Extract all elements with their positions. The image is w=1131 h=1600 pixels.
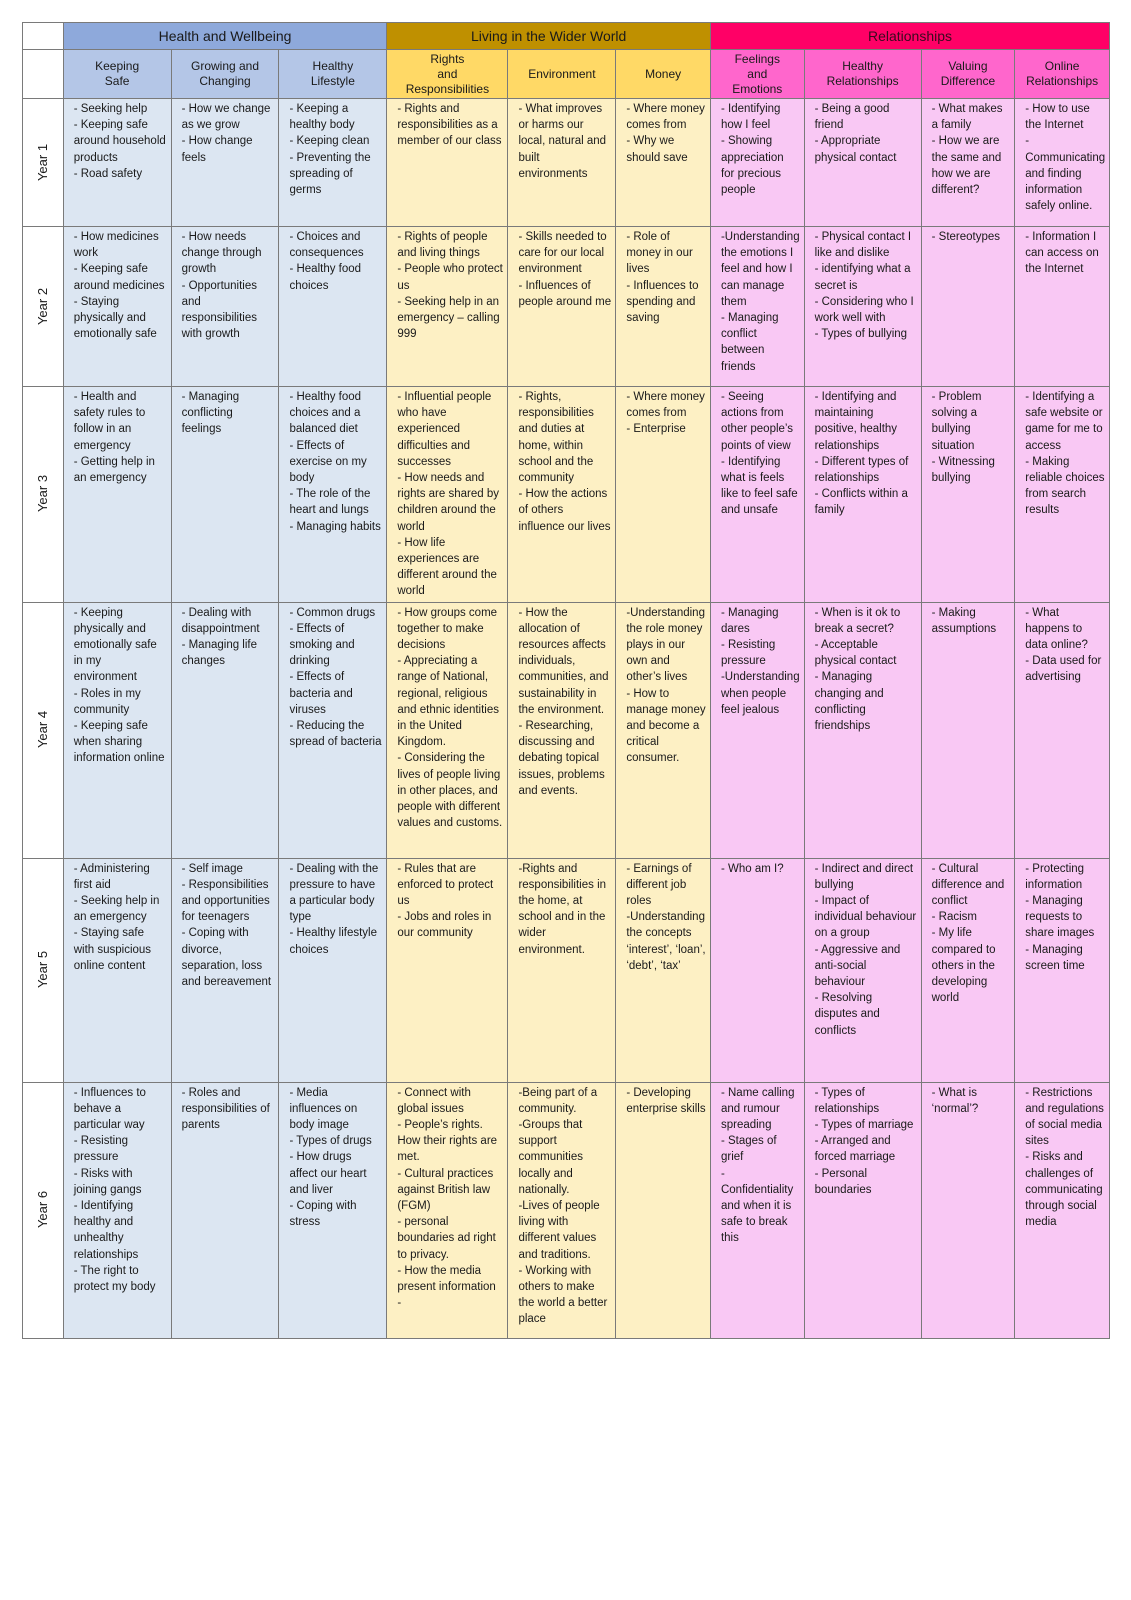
- subject-healthy-lifestyle: Healthy Lifestyle: [279, 50, 387, 99]
- group-health-wellbeing: Health and Wellbeing: [63, 23, 387, 50]
- topic-cell: - Roles and responsibilities of parents: [171, 1082, 279, 1338]
- topic-cell: - How needs change through growth - Opportunities and responsibilities with growth: [171, 227, 279, 387]
- topic-cell: - Where money comes from - Why we should save: [616, 99, 711, 227]
- year-label-cell: [23, 387, 64, 603]
- topic-cell: - Identifying how I feel - Showing appreciation for precious people: [710, 99, 804, 227]
- subject-healthy-relationships: Healthy Relationships: [804, 50, 921, 99]
- group-header-row: [23, 23, 1110, 50]
- subject-feelings-emotions: Feelings and Emotions: [710, 50, 804, 99]
- corner-cell: [23, 50, 64, 99]
- subject-keeping-safe: Keeping Safe: [63, 50, 171, 99]
- year-label: Year 2: [35, 287, 51, 325]
- year-label: Year 1: [35, 143, 51, 181]
- subject-rights-responsibilities: Rights and Responsibilities: [387, 50, 508, 99]
- topic-cell: - Seeing actions from other people’s points of view - Identifying what is feels like to feel safe and unsafe: [710, 387, 804, 603]
- topic-cell: - Connect with global issues - People’s rights. How their rights are met. - Cultural practices against British law (FGM) - personal boundaries ad right to privacy. - How the media present information -: [387, 1082, 508, 1338]
- topic-cell: - Being a good friend - Appropriate physical contact: [804, 99, 921, 227]
- subject-environment: Environment: [508, 50, 616, 99]
- topic-cell: -Understanding the emotions I feel and how I can manage them - Managing conflict between friends: [710, 227, 804, 387]
- year-label: Year 4: [35, 711, 51, 749]
- table-row: [23, 858, 1110, 1082]
- topic-cell: - Physical contact I like and dislike - identifying what a secret is - Considering who I work well with - Types of bullying: [804, 227, 921, 387]
- topic-cell: -Understanding the role money plays in our own and other’s lives - How to manage money and become a critical consumer.: [616, 602, 711, 858]
- topic-cell: - Self image - Responsibilities and opportunities for teenagers - Coping with divorce, separation, loss and bereavement: [171, 858, 279, 1082]
- topic-cell: - How we change as we grow - How change feels: [171, 99, 279, 227]
- topic-cell: - Information I can access on the Internet: [1015, 227, 1110, 387]
- year-label-cell: [23, 602, 64, 858]
- year-label: Year 6: [35, 1191, 51, 1229]
- topic-cell: - What is ‘normal’?: [921, 1082, 1015, 1338]
- topic-cell: - Problem solving a bullying situation - Witnessing bullying: [921, 387, 1015, 603]
- table-row: [23, 99, 1110, 227]
- topic-cell: -Being part of a community. -Groups that support communities locally and nationally. -Lives of people living with different values and traditions. - Working with others to make the world a better place: [508, 1082, 616, 1338]
- topic-cell: - Healthy food choices and a balanced diet - Effects of exercise on my body - The role of the heart and lungs - Managing habits: [279, 387, 387, 603]
- group-relationships: Relationships: [710, 23, 1109, 50]
- topic-cell: - What makes a family - How we are the same and how we are different?: [921, 99, 1015, 227]
- topic-cell: - Indirect and direct bullying - Impact of individual behaviour on a group - Aggressive and anti-social behaviour - Resolving disputes and conflicts: [804, 858, 921, 1082]
- year-label-cell: [23, 1082, 64, 1338]
- corner-cell: [23, 23, 64, 50]
- topic-cell: - Rights, responsibilities and duties at home, within school and the community - How the actions of others influence our lives: [508, 387, 616, 603]
- year-label-cell: [23, 227, 64, 387]
- topic-cell: - Health and safety rules to follow in an emergency - Getting help in an emergency: [63, 387, 171, 603]
- subject-valuing-difference: Valuing Difference: [921, 50, 1015, 99]
- year-label: Year 3: [35, 475, 51, 513]
- topic-cell: - Who am I?: [710, 858, 804, 1082]
- topic-cell: - Name calling and rumour spreading - Stages of grief - Confidentiality and when it is safe to break this: [710, 1082, 804, 1338]
- table-row: [23, 1082, 1110, 1338]
- topic-cell: - Where money comes from - Enterprise: [616, 387, 711, 603]
- topic-cell: - Protecting information - Managing requests to share images - Managing screen time: [1015, 858, 1110, 1082]
- topic-cell: - Influential people who have experienced difficulties and successes - How needs and rights are shared by children around the world - How life experiences are different around the world: [387, 387, 508, 603]
- topic-cell: - Developing enterprise skills: [616, 1082, 711, 1338]
- year-label: Year 5: [35, 951, 51, 989]
- year-label-cell: [23, 99, 64, 227]
- topic-cell: - Identifying and maintaining positive, healthy relationships - Different types of relationships - Conflicts within a family: [804, 387, 921, 603]
- topic-cell: - Dealing with the pressure to have a particular body type - Healthy lifestyle choices: [279, 858, 387, 1082]
- topic-cell: - Rights of people and living things - People who protect us - Seeking help in an emergency – calling 999: [387, 227, 508, 387]
- topic-cell: - How the allocation of resources affects individuals, communities, and sustainability in the environment. - Researching, discussing and debating topical issues, problems and events.: [508, 602, 616, 858]
- topic-cell: - Common drugs - Effects of smoking and drinking - Effects of bacteria and viruses - Reducing the spread of bacteria: [279, 602, 387, 858]
- curriculum-body: [23, 99, 1110, 1339]
- topic-cell: - When is it ok to break a secret? - Acceptable physical contact - Managing changing and conflicting friendships: [804, 602, 921, 858]
- topic-cell: - What happens to data online? - Data used for advertising: [1015, 602, 1110, 858]
- topic-cell: - How groups come together to make decisions - Appreciating a range of National, regional, religious and ethnic identities in the United Kingdom. - Considering the lives of people living in other places, and people with different values and customs.: [387, 602, 508, 858]
- subject-money: Money: [616, 50, 711, 99]
- topic-cell: - Making assumptions: [921, 602, 1015, 858]
- topic-cell: - Cultural difference and conflict - Racism - My life compared to others in the developing world: [921, 858, 1015, 1082]
- curriculum-table: [22, 22, 1110, 1339]
- topic-cell: - What improves or harms our local, natural and built environments: [508, 99, 616, 227]
- topic-cell: - Choices and consequences - Healthy food choices: [279, 227, 387, 387]
- topic-cell: - Managing conflicting feelings: [171, 387, 279, 603]
- topic-cell: - Identifying a safe website or game for me to access - Making reliable choices from search results: [1015, 387, 1110, 603]
- topic-cell: - Keeping a healthy body - Keeping clean - Preventing the spreading of germs: [279, 99, 387, 227]
- topic-cell: - Role of money in our lives - Influences to spending and saving: [616, 227, 711, 387]
- topic-cell: - Seeking help - Keeping safe around household products - Road safety: [63, 99, 171, 227]
- topic-cell: -Rights and responsibilities in the home, at school and in the wider environment.: [508, 858, 616, 1082]
- group-living-wider-world: Living in the Wider World: [387, 23, 711, 50]
- topic-cell: - Types of relationships - Types of marriage - Arranged and forced marriage - Personal boundaries: [804, 1082, 921, 1338]
- topic-cell: - Influences to behave a particular way - Resisting pressure - Risks with joining gangs - Identifying healthy and unhealthy relationships - The right to protect my body: [63, 1082, 171, 1338]
- year-label-cell: [23, 858, 64, 1082]
- subject-header-row: [23, 50, 1110, 99]
- topic-cell: - Skills needed to care for our local environment - Influences of people around me: [508, 227, 616, 387]
- topic-cell: - Keeping physically and emotionally safe in my environment - Roles in my community - Keeping safe when sharing information online: [63, 602, 171, 858]
- topic-cell: - Administering first aid - Seeking help in an emergency - Staying safe with suspicious online content: [63, 858, 171, 1082]
- table-row: [23, 227, 1110, 387]
- subject-growing-changing: Growing and Changing: [171, 50, 279, 99]
- topic-cell: - How to use the Internet - Communicating and finding information safely online.: [1015, 99, 1110, 227]
- topic-cell: - Managing dares - Resisting pressure -Understanding when people feel jealous: [710, 602, 804, 858]
- topic-cell: - Restrictions and regulations of social media sites - Risks and challenges of communicating through social media: [1015, 1082, 1110, 1338]
- topic-cell: - Earnings of different job roles -Understanding the concepts ‘interest’, ‘loan’, ‘debt’, ‘tax’: [616, 858, 711, 1082]
- table-row: [23, 602, 1110, 858]
- subject-online-relationships: Online Relationships: [1015, 50, 1110, 99]
- topic-cell: - Stereotypes: [921, 227, 1015, 387]
- table-row: [23, 387, 1110, 603]
- topic-cell: - Dealing with disappointment - Managing life changes: [171, 602, 279, 858]
- topic-cell: - Media influences on body image - Types of drugs - How drugs affect our heart and liver - Coping with stress: [279, 1082, 387, 1338]
- topic-cell: - Rights and responsibilities as a member of our class: [387, 99, 508, 227]
- topic-cell: - Rules that are enforced to protect us - Jobs and roles in our community: [387, 858, 508, 1082]
- topic-cell: - How medicines work - Keeping safe around medicines - Staying physically and emotionally safe: [63, 227, 171, 387]
